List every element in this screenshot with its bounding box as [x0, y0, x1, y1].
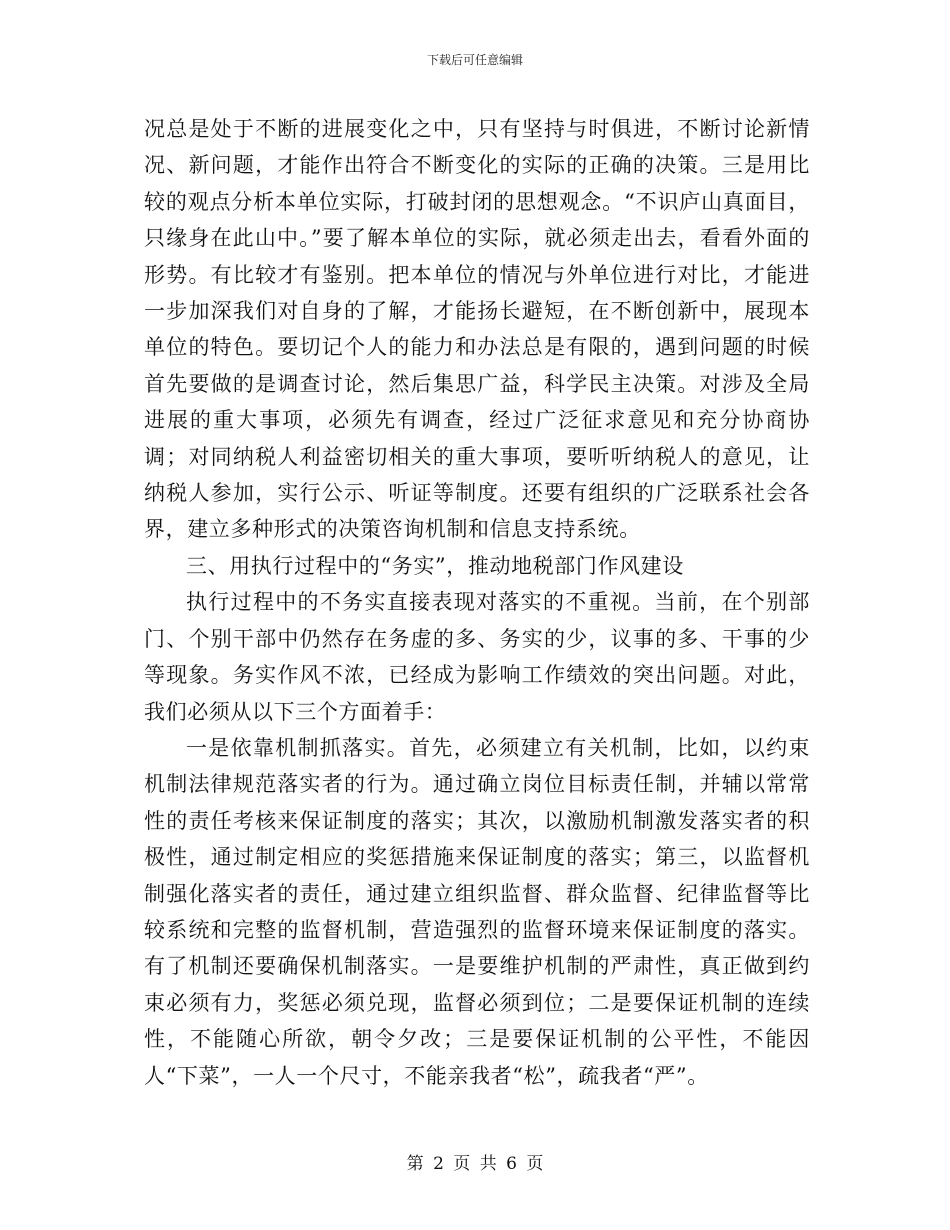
paragraph-continued: 况总是处于不断的进展变化之中，只有坚持与时俱进，不断讨论新情况、新问题，才能作出符合不断变化的实际的正确的决策。三是用比较的观点分析本单位实际，打破封闭的思想观念。“不识庐山真面目，只缘身在此山中。”要了解本单位的实际，就必须走出去，看看外面的形势。有比较才有鉴别。把本单位的情况与外单位进行对比，才能进一步加深我们对自身的了解，才能扬长避短，在不断创新中，展现本单位的特色。要切记个人的能力和办法总是有限的，遇到问题的时候首先要做的是调查讨论，然后集思广益，科学民主决策。对涉及全局进展的重大事项，必须先有调查，经过广泛征求意见和充分协商协调；对同纳税人利益密切相关的重大事项，要听听纳税人的意见，让纳税人参加，实行公示、听证等制度。还要有组织的广泛联系社会各界，建立多种形式的决策咨询机制和信息支持系统。: [144, 117, 810, 542]
page-label-mid2: 共: [479, 1154, 497, 1174]
page-footer: [0, 1152, 950, 1176]
paragraph-mechanism: 一是依靠机制抓落实。首先，必须建立有关机制，比如，以约束机制法律规范落实者的行为。通过确立岗位目标责任制，并辅以常常性的责任考核来保证制度的落实；其次，以激励机制激发落实者的积极性，通过制定相应的奖惩措施来保证制度的落实；第三，以监督机制强化落实者的责任，通过建立组织监督、群众监督、纪律监督等比较系统和完整的监督机制，营造强烈的监督环境来保证制度的落实。有了机制还要确保机制落实。一是要维护机制的严肃性，真正做到约束必须有力，奖惩必须兑现，监督必须到位；二是要保证机制的连续性，不能随心所欲，朝令夕改；三是要保证机制的公平性，不能因人“下菜”，一人一个尺寸，不能亲我者“松”，疏我者“严”。: [144, 735, 810, 1088]
page-label-prefix: 第: [406, 1154, 424, 1174]
page-current-number: 2: [433, 1154, 444, 1174]
page-header-note: 下载后可任意编辑: [426, 53, 523, 67]
section-heading-3: 三、用执行过程中的“务实”，推动地税部门作风建设: [186, 553, 684, 578]
page-label-suffix: 页: [526, 1154, 544, 1174]
document-body: [144, 111, 810, 1094]
paragraph-execution-intro: 执行过程中的不务实直接表现对落实的不重视。当前，在个别部门、个别干部中仍然存在务虚的多、务实的少，议事的多、干事的少等现象。务实作风不浓，已经成为影响工作绩效的突出问题。对此，我们必须从以下三个方面着手：: [144, 590, 810, 724]
page-label-mid1: 页: [453, 1154, 471, 1174]
page-total-number: 6: [506, 1154, 517, 1174]
